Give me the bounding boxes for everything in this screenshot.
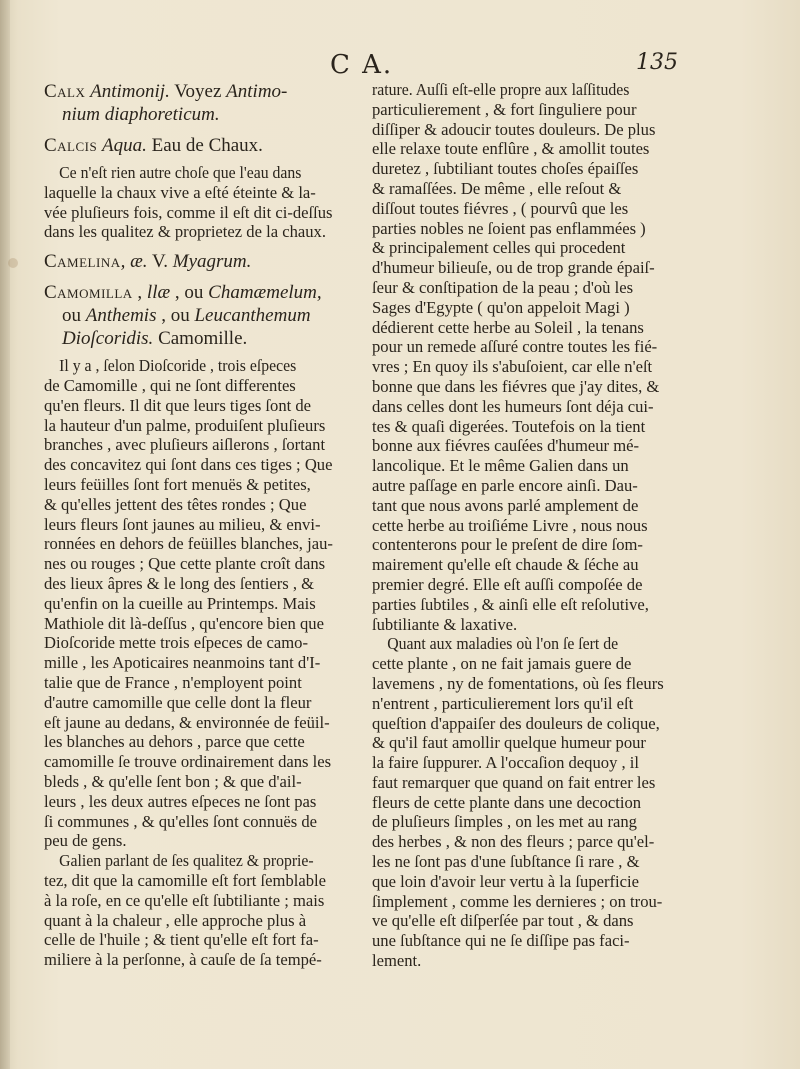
text-line: tez, dit que la camomille eſt fort ſemblable	[44, 870, 326, 890]
text-line: bonne que dans les fiévres que j'ay dites, &	[372, 376, 660, 396]
text-line: des concavitez qui ſont dans ces tiges ; Que	[44, 455, 333, 475]
text-line: ſubtiliante & laxative.	[372, 614, 518, 634]
text-line: Dioſcoride mette trois eſpeces de camo-	[44, 633, 309, 653]
entry-term: Calx	[44, 81, 86, 102]
text-line: cette herbe au troiſiéme Livre , nous nous	[372, 515, 648, 535]
text-line: ſimplement , comme les dernieres ; on trou-	[372, 891, 663, 911]
text-line: d'autre camomille que celle dont la fleur	[44, 692, 312, 712]
entry-reference: Myagrum.	[172, 251, 252, 273]
text-line: rature. Auſſi eſt-elle propre aux laſſitudes	[372, 80, 630, 99]
page-number: 135	[636, 50, 678, 75]
text-line: une ſubſtance qui ne ſe diſſipe pas faci-	[372, 931, 630, 951]
text-line: eſt jaune au dedans, & environnée de feüil-	[44, 712, 330, 732]
continuation-paragraph	[372, 80, 694, 634]
text-line: que loin d'avoir leur vertu à la ſuperficie	[372, 871, 639, 891]
text-line: ve qu'elle eſt diſperſée par tout , & dans	[372, 911, 634, 931]
text-line: miliere à la perſonne, à cauſe de ſa tempé-	[44, 950, 322, 970]
text-line: tant que nous avons parlé amplement de	[372, 495, 639, 515]
entry-synonym: Dioſcoridis.	[62, 328, 154, 350]
text-line: & ramaſſées. De même , elle reſout &	[372, 178, 622, 198]
text-line: tes & quaſi digerées. Toutefois on la tient	[372, 416, 646, 436]
text-line: dans celles dont les humeurs ſont déja cui-	[372, 396, 654, 416]
text-line: la hauteur d'un palme, produiſent pluſieurs	[44, 415, 326, 435]
text-line: la faire ſuppurer. A l'occaſion dequoy , il	[372, 753, 640, 773]
text-line: vée pluſieurs fois, comme il eſt dit ci-deſſus	[44, 202, 333, 222]
text-line: lavemens , ny de fomentations, où ſes fleurs	[372, 673, 664, 693]
text-line: bonne aux fiévres cauſées d'humeur mé-	[372, 436, 639, 456]
text-line: des herbes , & non des fleurs ; parce qu'el-	[372, 832, 655, 852]
text-line: elle relaxe toute enflûre , & amollit toutes	[372, 139, 650, 159]
text-line: celle de l'huile ; & tient qu'elle eſt fort fa-	[44, 930, 319, 950]
text-line: queſtion d'appaiſer des douleurs de colique,	[372, 713, 660, 733]
text-line: de Camomille , qui ne ſont differentes	[44, 375, 296, 395]
text-line: pour un remede aſſuré contre toutes les fié-	[372, 337, 658, 357]
text-line: & qu'elles jettent des têtes rondes ; Que	[44, 494, 307, 514]
text-line: de pluſieurs ſimples , on les met au rang	[372, 812, 637, 832]
entry-calcis-body	[44, 163, 360, 242]
entry-french: Camomille.	[158, 328, 248, 350]
entry-term: Camelina	[44, 251, 121, 273]
text-line: d'humeur bilieuſe, ou de trop grande épaiſ-	[372, 258, 655, 278]
text-line: leurs , les deux autres eſpeces ne ſont pas	[44, 791, 317, 811]
entry-reference: Antimo-	[226, 81, 288, 102]
entry-synonym: Anthemis	[85, 305, 157, 327]
text-line: Quant aux maladies où l'on ſe ſert de	[387, 634, 619, 654]
text-line: branches , avec pluſieurs aiſlerons , ſortant	[44, 435, 326, 455]
maladies-paragraph	[372, 634, 694, 971]
text-line: lancolique. Et le même Galien dans un	[372, 456, 629, 476]
text-line: diſſout toutes fiévres , ( pourvû que les	[372, 198, 629, 218]
text-line: Il y a , ſelon Dioſcoride , trois eſpeces	[59, 356, 297, 376]
text-line: ronnées en dehors de feüilles blanches, jau-	[44, 534, 333, 554]
entry-or: ou	[62, 305, 81, 327]
entry-synonym: Leucanthemum	[194, 305, 311, 327]
text-line: faut remarquer que quand on fait entrer les	[372, 772, 656, 792]
entry-calcis-heading	[44, 134, 360, 157]
text-line: mille , les Apoticaires neanmoins tant d'I-	[44, 653, 321, 673]
text-line: à la roſe, en ce qu'elle eſt ſubtiliante ; mais	[44, 890, 325, 910]
text-line: fleurs de cette plante dans une decoction	[372, 792, 642, 812]
entry-latin: Antimonij.	[90, 81, 170, 102]
page-spine-shadow	[0, 0, 10, 1069]
text-line: contenterons pour le preſent de dire ſom-	[372, 535, 643, 555]
entry-ending: , æ.	[120, 251, 148, 273]
text-line: laquelle la chaux vive a eſté éteinte & la-	[44, 182, 316, 202]
text-line: leurs fleurs ſont jaunes au milieu, & envi-	[44, 514, 321, 534]
text-line: & principalement celles qui procedent	[372, 238, 626, 258]
text-line: des lieux âpres & le long des ſentiers , &	[44, 573, 315, 593]
text-line: vres ; En quoy ils s'abuſoient, car elle n'eſt	[372, 357, 653, 377]
text-line: dédierent cette herbe au Soleil , la tenans	[372, 317, 644, 337]
text-line: duretez , ſubtiliant toutes choſes épaiſſes	[372, 159, 639, 179]
entry-ending: llæ	[146, 282, 171, 304]
text-line: camomille ſe trouve ordinairement dans les	[44, 752, 332, 772]
entry-calx-heading	[44, 80, 360, 126]
text-line: talie que de France , n'employent point	[44, 672, 302, 692]
text-line: parties nobles ne ſoient pas enflammées )	[372, 218, 646, 238]
entry-latin: Aqua.	[101, 135, 147, 156]
running-title: C A.	[330, 50, 394, 80]
text-line: Mathiole dit là-deſſus , qu'encore bien que	[44, 613, 324, 633]
text-line: qu'en fleurs. Il dit que leurs tiges ſont de	[44, 395, 312, 415]
text-line: mairement qu'elle eſt chaude & ſéche au	[372, 555, 639, 575]
entry-or: ou	[184, 282, 204, 304]
text-line: & qu'il faut amollir quelque humeur pour	[372, 733, 646, 753]
text-line: ſeur & conſtipation de la peau ; d'où les	[372, 277, 634, 297]
entry-french: Eau de Chaux.	[151, 135, 263, 156]
paper-stain	[8, 258, 18, 268]
text-line: parties ſubtiles , & ainſi elle eſt reſolutive,	[372, 594, 649, 614]
text-line: particulierement , & fort ſinguliere pour	[372, 99, 637, 119]
galien-paragraph	[44, 851, 360, 970]
entry-term: Calcis	[44, 135, 98, 156]
entry-camomilla-heading: Camomilla , llæ , ou Chamæmelum, ou Anthemis , ou Leucanthemum Dioſcoridis. Camomille.	[44, 282, 322, 350]
entry-synonym: Chamæmelum,	[208, 282, 322, 304]
text-line: ſi communes , & qu'elles ſont connuës de	[44, 811, 318, 831]
right-column	[372, 80, 694, 971]
entry-or: , ou	[161, 305, 190, 327]
entry-camelina-heading	[44, 250, 360, 273]
text-line: Ce n'eſt rien autre choſe que l'eau dans	[59, 163, 302, 182]
entry-camomilla-body	[44, 356, 360, 851]
text-line: nes ou rouges ; Que cette plante croît dans	[44, 554, 326, 574]
text-line: lement.	[372, 951, 422, 971]
text-line: bleds , & qu'elle ſent bon ; & que d'ail-	[44, 771, 302, 791]
text-line: peu de gens.	[44, 831, 127, 851]
text-line: dans les qualitez & proprietez de la chaux.	[44, 222, 326, 242]
entry-reference-cont: nium diaphoreticum.	[62, 104, 220, 125]
text-line: n'entrent , particulierement lors qu'il eſt	[372, 693, 634, 713]
entry-term: Camomilla	[44, 282, 133, 304]
text-line: les ne ſont pas d'une ſubſtance ſi rare , &	[372, 852, 640, 872]
text-line: quant à la chaleur , elle approche plus à	[44, 910, 307, 930]
entry-see: Voyez	[174, 81, 222, 102]
left-column	[44, 80, 360, 970]
text-line: qu'enfin on la cueille au Printemps. Mais	[44, 593, 316, 613]
text-line: Galien parlant de ſes qualitez & proprie-	[59, 851, 314, 871]
text-line: leurs feüilles ſont fort menuës & petites,	[44, 474, 311, 494]
text-line: autre paſſage en parle encore ainſi. Dau-	[372, 475, 638, 495]
text-line: Sages d'Egypte ( qu'on appeloit Magi )	[372, 297, 630, 317]
text-line: premier degré. Elle eſt auſſi compoſée de	[372, 574, 643, 594]
text-line: les blanches au dehors , parce que cette	[44, 732, 305, 752]
entry-see: V.	[151, 251, 168, 273]
text-line: diſſiper & adoucir toutes douleurs. De plus	[372, 119, 656, 139]
text-line: cette plante , on ne fait jamais guere de	[372, 654, 632, 674]
